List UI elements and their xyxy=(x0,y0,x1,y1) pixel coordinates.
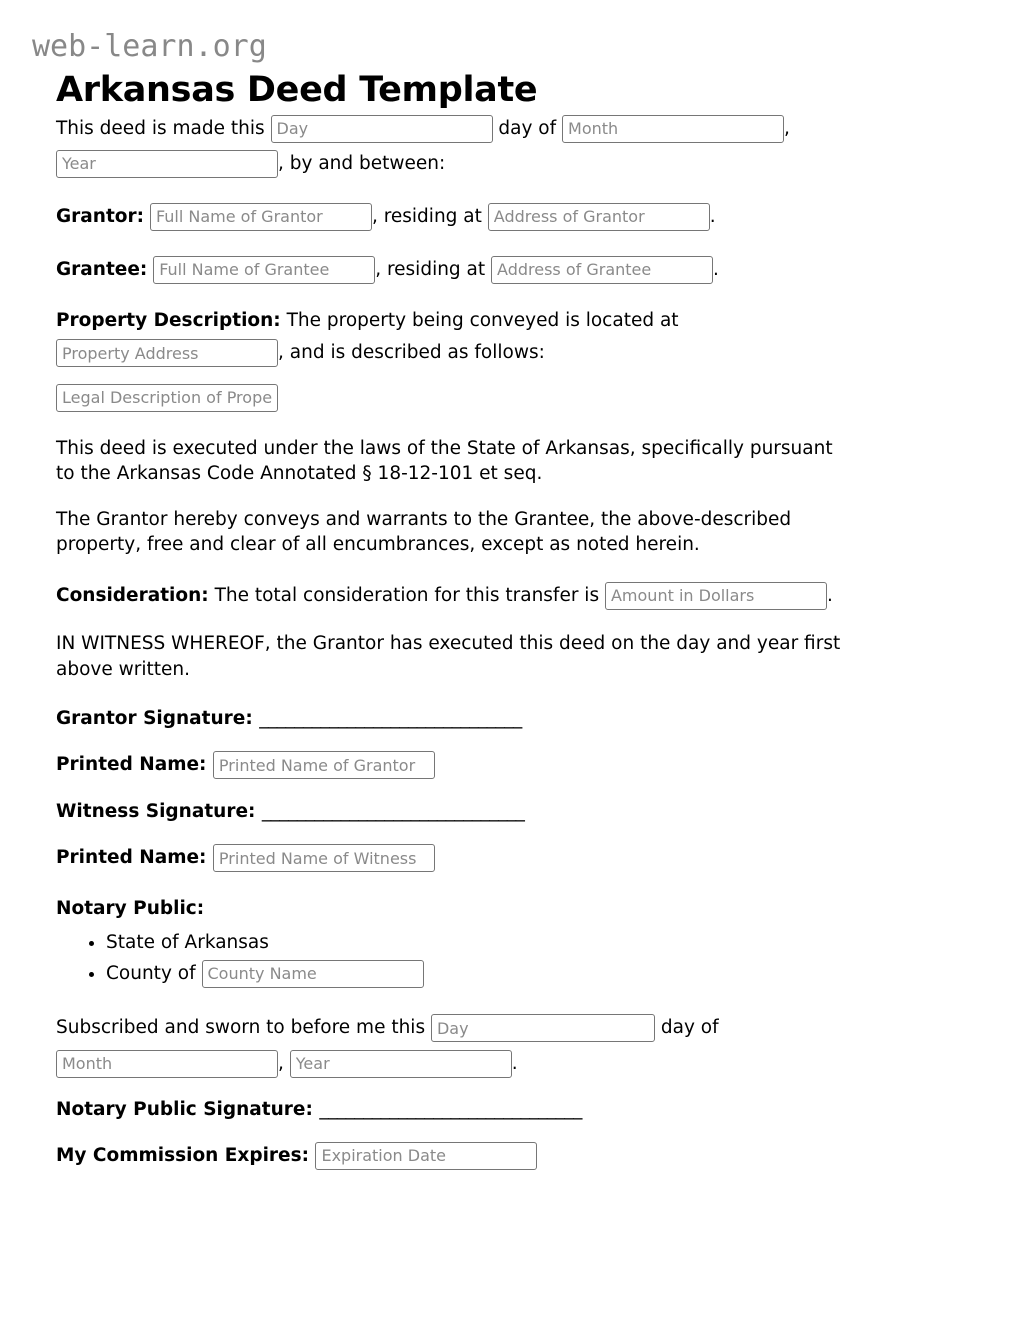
property-text-2: , and is described as follows: xyxy=(278,342,545,364)
consideration-paragraph xyxy=(56,578,857,613)
deed-day-input[interactable] xyxy=(271,115,493,143)
intro-comma: , xyxy=(784,117,790,139)
property-description-paragraph xyxy=(56,305,857,370)
list-item xyxy=(106,929,857,958)
grantor-signature-line[interactable]: ______________________________ xyxy=(259,708,522,730)
notary-signature-row xyxy=(56,1099,857,1120)
grantor-paragraph xyxy=(56,199,857,234)
consideration-amount-input[interactable] xyxy=(605,582,827,610)
sworn-text-2: day of xyxy=(660,1017,719,1039)
witness-whereof-paragraph: IN WITNESS WHEREOF, the Grantor has executed this deed on the day and year first above written. xyxy=(56,633,841,680)
deed-month-input[interactable] xyxy=(562,115,784,143)
sworn-period: . xyxy=(511,1052,518,1074)
grantor-label: Grantor: xyxy=(56,205,145,227)
governing-law-paragraph: This deed is executed under the laws of the State of Arkansas, specifically pursuant to the Arkansas Code Annotated § 18-12-101 et seq. xyxy=(56,437,833,485)
grantee-address-input[interactable] xyxy=(491,256,713,284)
witness-printed-name-label: Printed Name: xyxy=(56,847,207,869)
page-title: Arkansas Deed Template xyxy=(56,69,538,110)
legal-description-row xyxy=(56,384,857,412)
notary-county-input[interactable] xyxy=(202,960,424,988)
consideration-period: . xyxy=(826,584,833,606)
notary-month-input[interactable] xyxy=(56,1050,278,1078)
witness-signature-row xyxy=(56,801,857,822)
notary-signature-line[interactable]: ______________________________ xyxy=(319,1098,582,1120)
grantee-name-input[interactable] xyxy=(153,256,375,284)
notary-list xyxy=(56,929,857,988)
list-item xyxy=(106,960,857,989)
grantor-signature-label: Grantor Signature: xyxy=(56,708,253,730)
grantee-label: Grantee: xyxy=(56,258,148,280)
notary-public-heading: Notary Public: xyxy=(56,898,205,920)
consideration-text: The total consideration for this transfer is xyxy=(214,584,600,606)
grantee-residing-text: , residing at xyxy=(375,258,486,280)
grantor-printed-name-row xyxy=(56,751,857,779)
commission-expiration-input[interactable] xyxy=(315,1142,537,1170)
notary-county-label: County of xyxy=(106,962,196,984)
legal-description-input[interactable] xyxy=(56,384,278,412)
grantor-address-input[interactable] xyxy=(488,203,710,231)
grantor-signature-row xyxy=(56,708,857,729)
site-brand: web-learn.org xyxy=(32,29,267,64)
grantor-printed-name-input[interactable] xyxy=(213,751,435,779)
consideration-label: Consideration: xyxy=(56,584,209,606)
notary-day-input[interactable] xyxy=(431,1014,655,1042)
intro-paragraph xyxy=(56,111,857,181)
intro-text-2: day of xyxy=(498,117,557,139)
witness-signature-line[interactable]: ______________________________ xyxy=(261,801,525,823)
commission-expires-row xyxy=(56,1142,857,1170)
property-address-input[interactable] xyxy=(56,339,278,367)
grantor-period: . xyxy=(709,205,716,227)
commission-expires-label: My Commission Expires: xyxy=(56,1144,310,1166)
sworn-statement-paragraph xyxy=(56,1010,857,1080)
document-body xyxy=(0,111,913,1170)
grantor-residing-text: , residing at xyxy=(371,205,482,227)
conveyance-paragraph: The Grantor hereby conveys and warrants to the Grantee, the above-described property, free and clear of all encumbrances, except as noted herein. xyxy=(56,508,792,556)
intro-text-3: , by and between: xyxy=(278,152,446,174)
sworn-comma: , xyxy=(278,1052,284,1074)
deed-year-input[interactable] xyxy=(56,150,278,178)
witness-printed-name-row xyxy=(56,844,857,872)
notary-signature-label: Notary Public Signature: xyxy=(56,1098,313,1120)
grantor-printed-name-label: Printed Name: xyxy=(56,754,207,776)
sworn-text-1: Subscribed and sworn to before me this xyxy=(56,1017,426,1039)
intro-text-1: This deed is made this xyxy=(56,117,265,139)
property-description-label: Property Description: xyxy=(56,310,281,332)
grantor-name-input[interactable] xyxy=(150,203,372,231)
notary-year-input[interactable] xyxy=(290,1050,512,1078)
grantee-period: . xyxy=(713,258,719,280)
property-text-1: The property being conveyed is located at xyxy=(286,310,679,332)
notary-state-label: State of Arkansas xyxy=(106,932,269,954)
witness-signature-label: Witness Signature: xyxy=(56,801,256,823)
grantee-paragraph xyxy=(56,252,857,287)
witness-printed-name-input[interactable] xyxy=(213,844,435,872)
